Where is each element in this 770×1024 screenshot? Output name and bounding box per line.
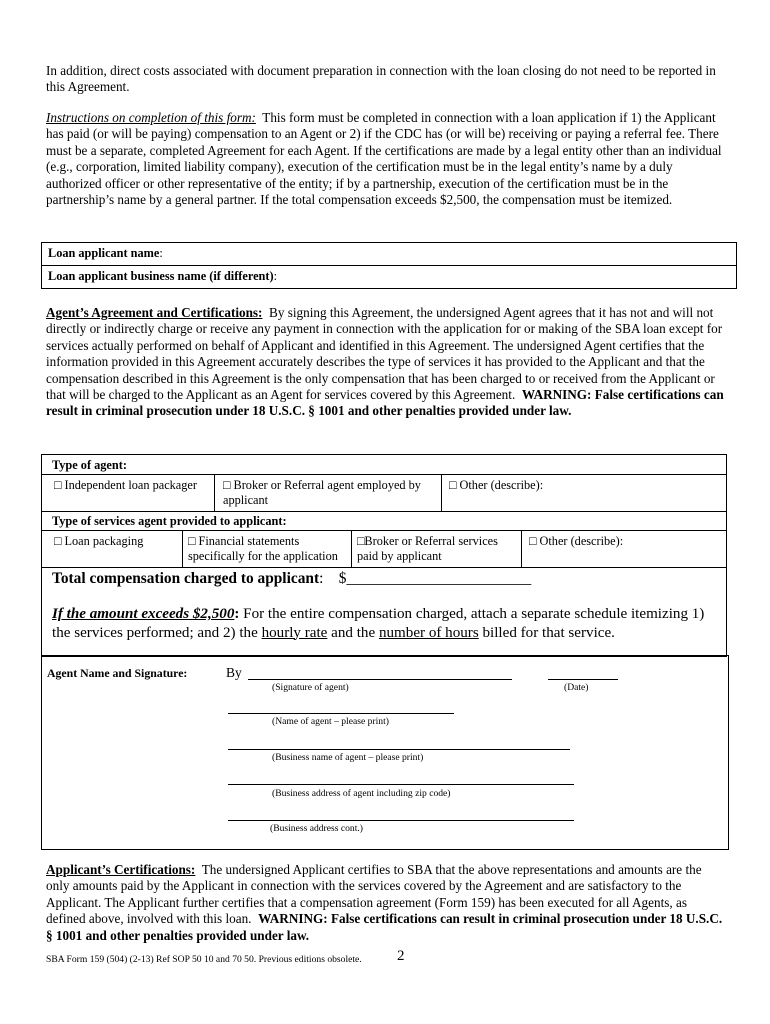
intro-paragraph: In addition, direct costs associated with document preparation in connection with the loan closing do not need to be reported in this Agreement. <box>46 63 716 95</box>
applicant-cert-paragraph: Applicant’s Certifications: The undersigned Applicant certifies to SBA that the above representations and amounts are the only amounts paid by the Applicant in connection with the services covered by the Agreement and are satisfactory to the Applicant. The Applicant further certifies that a compensation agreement (Form 159) has been executed for all Agents, as defined above, involved with this loan. WARNING: False certifications can result in criminal prosecution under 18 U.S.C. § 1001 and other penalties provided under law. <box>46 862 723 943</box>
business-address-cont-caption: (Business address cont.) <box>270 823 363 834</box>
business-name-caption: (Business name of agent – please print) <box>272 752 424 763</box>
itemize-paragraph: If the amount exceeds $2,500: For the entire compensation charged, attach a separate schedule itemizing 1) the services performed; and 2) the hourly rate and the number of hours billed for that service. <box>52 606 705 641</box>
date-caption: (Date) <box>564 682 589 693</box>
business-address-line[interactable] <box>228 784 574 785</box>
signature-label: Agent Name and Signature: <box>47 666 188 680</box>
by-label: By <box>226 665 242 680</box>
agent-type-broker-checkbox[interactable]: □ Broker or Referral agent employed by applicant <box>223 478 421 507</box>
agent-name-line[interactable] <box>228 713 454 714</box>
agent-warning: WARNING: False certifications can result in criminal prosecution under 18 U.S.C. § 1001 and other penalties provided under law. <box>46 387 724 419</box>
loan-applicant-business-field[interactable]: Loan applicant business name (if different): <box>48 269 277 283</box>
form-footer: SBA Form 159 (504) (2-13) Ref SOP 50 10 and 70 50. Previous editions obsolete. <box>46 954 362 965</box>
instructions-text: This form must be completed in connection with a loan application if 1) the Applicant has paid (or will be paying) compensation to an Agent or 2) if the CDC has (or will be) receiving or paying a referral fee. There must be a separate, completed Agreement for each Agent. If the certifications are made by a legal entity other than an individual (e.g., corporation, limited liability company), execution of the certification must be in the legal entity’s name by a duly authorized officer or other representative of the entity; if by a partnership, execution of the certification must be in the partnership’s name by a general partner. If the total compensation exceeds $2,500, the compensation must be itemized. <box>46 110 722 208</box>
business-address-cont-line[interactable] <box>228 820 574 821</box>
compensation-blank[interactable]: $________________________ <box>338 570 532 587</box>
service-other-checkbox[interactable]: □ Other (describe): <box>529 534 624 548</box>
total-compensation-field[interactable]: Total compensation charged to applicant: $________________________ <box>52 570 532 587</box>
itemize-lead: If the amount exceeds $2,500 <box>52 606 235 622</box>
signature-line[interactable] <box>248 679 512 680</box>
service-financial-statements-checkbox[interactable]: □ Financial statements specifically for the application <box>188 534 338 563</box>
date-line[interactable] <box>548 679 618 680</box>
agent-type-independent-checkbox[interactable]: □ Independent loan packager <box>54 478 197 492</box>
signature-box <box>41 655 729 850</box>
agent-name-caption: (Name of agent – please print) <box>272 716 389 727</box>
agent-agreement-heading: Agent’s Agreement and Certifications: <box>46 305 263 320</box>
signature-caption: (Signature of agent) <box>272 682 349 693</box>
agent-type-label: Type of agent: <box>52 458 127 472</box>
business-name-line[interactable] <box>228 749 570 750</box>
applicant-warning: WARNING: False certifications can result in criminal prosecution under 18 U.S.C. § 1001 and other penalties provided under law. <box>46 911 723 943</box>
business-address-caption: (Business address of agent including zip code) <box>272 788 451 799</box>
agent-info-box <box>41 454 727 657</box>
page-number: 2 <box>397 948 405 964</box>
agent-type-other-checkbox[interactable]: □ Other (describe): <box>449 478 544 492</box>
instructions-paragraph <box>46 110 722 208</box>
services-type-label: Type of services agent provided to applicant: <box>52 514 287 528</box>
number-of-hours-text: number of hours <box>378 624 479 641</box>
hourly-rate-text: hourly rate <box>261 624 328 641</box>
agent-agreement-paragraph: Agent’s Agreement and Certifications: By signing this Agreement, the undersigned Agent agrees that it has not and will not directly or indirectly charge or receive any payment in connection with the application for or making of the SBA loan except for services actually performed on behalf of Applicant and identified in this Agreement. The undersigned Agent certifies that the information provided in this Agreement accurately describes the type of services it has provided to the Applicant and that the compensation described in this Agreement is the only compensation that has been charged to or received from the Applicant or that will be charged to the Applicant as an Agent for services covered by this Agreement. WARNING: False certifications can result in criminal prosecution under 18 U.S.C. § 1001 and other penalties provided under law. <box>46 305 724 419</box>
service-broker-referral-checkbox[interactable]: □Broker or Referral services paid by applicant <box>357 534 498 563</box>
instructions-heading: Instructions on completion of this form: <box>46 110 256 125</box>
applicant-cert-heading: Applicant’s Certifications: <box>46 862 196 877</box>
service-loan-packaging-checkbox[interactable]: □ Loan packaging <box>54 534 144 548</box>
loan-applicant-name-field[interactable]: Loan applicant name: <box>48 246 163 260</box>
applicant-box <box>41 242 737 289</box>
